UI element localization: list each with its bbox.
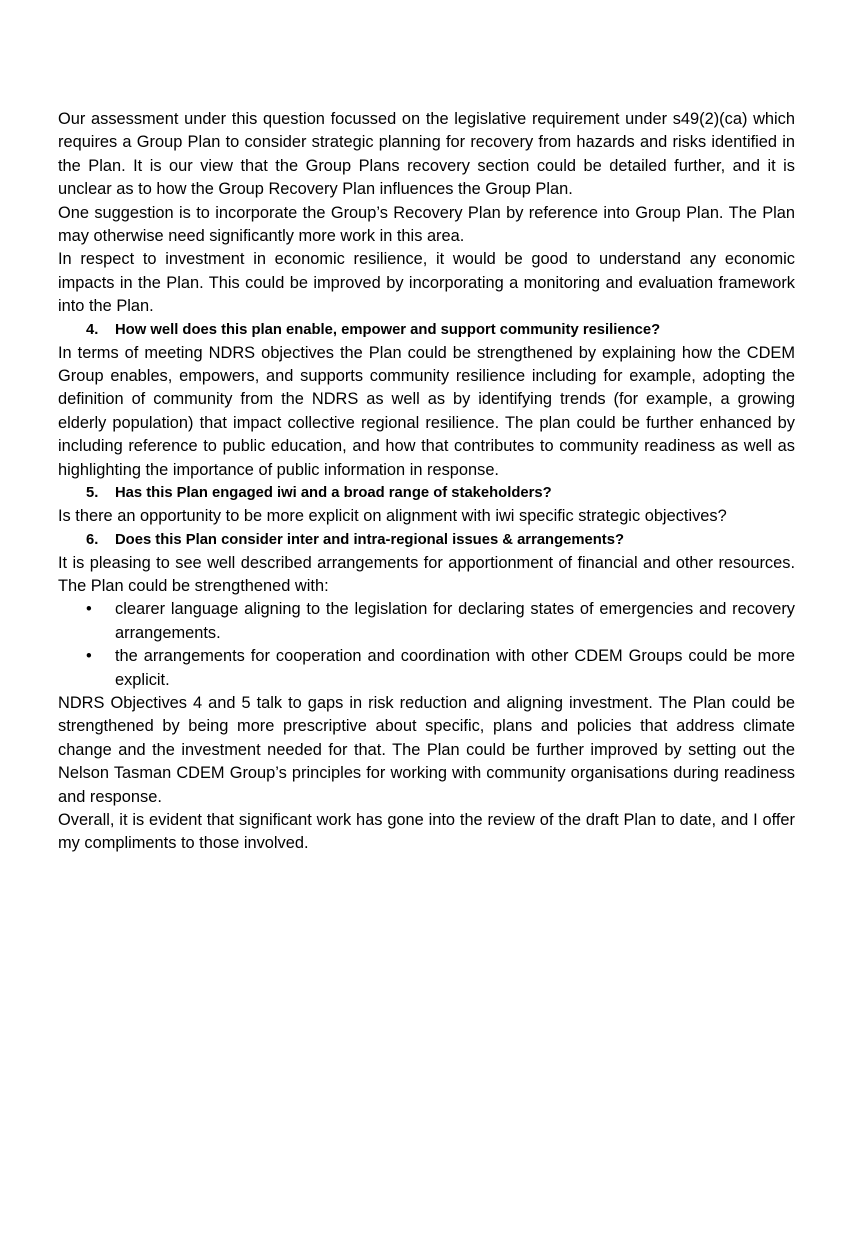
paragraph-recovery-assessment: Our assessment under this question focussed on the legislative requirement under s49(2)(ca) which requires a Group Plan to consider strategic planning for recovery from hazards and risks identified in the Plan. It is our view that the Group Plans recovery section could be detailed further, and it is unclear as to how the Group Recovery Plan influences the Group Plan.: [58, 110, 795, 199]
question-number: 5.: [86, 485, 99, 502]
question-heading-6: [58, 529, 795, 552]
list-item: [58, 598, 795, 645]
question-text: How well does this plan enable, empower and support community resilience?: [115, 321, 661, 338]
paragraph-overall-conclusion: Overall, it is evident that significant work has gone into the review of the draft Plan to date, and I offer my compliments to those involved.: [58, 810, 795, 853]
paragraph-community-resilience: In terms of meeting NDRS objectives the Plan could be strengthened by explaining how the CDEM Group enables, empowers, and supports community resilience including for example, adopting the definition of community from the NDRS as well as by identifying trends (for example, a growing elderly population) that impact collective regional resilience. The plan could be further enhanced by including reference to public education, and how that contributes to community readiness as well as highlighting the importance of public information in response.: [58, 343, 795, 479]
question-number: 4.: [86, 321, 99, 338]
question-text: Has this Plan engaged iwi and a broad range of stakeholders?: [115, 485, 552, 502]
list-item: [58, 645, 795, 692]
paragraph-ndrs-objectives: NDRS Objectives 4 and 5 talk to gaps in risk reduction and aligning investment. The Plan could be strengthened by being more prescriptive about specific, plans and policies that address climate change and the investment needed for that. The Plan could be further improved by setting out the Nelson Tasman CDEM Group’s principles for working with community organisations during readiness and response.: [58, 693, 795, 806]
paragraph-regional-arrangements: It is pleasing to see well described arrangements for apportionment of financial and other resources. The Plan could be strengthened with:: [58, 553, 795, 595]
paragraph-economic-resilience: In respect to investment in economic resilience, it would be good to understand any economic impacts in the Plan. This could be improved by incorporating a monitoring and evaluation framework into the Plan.: [58, 250, 795, 316]
paragraph-iwi-alignment: Is there an opportunity to be more explicit on alignment with iwi specific strategic objectives?: [58, 507, 727, 526]
list-item-text: clearer language aligning to the legislation for declaring states of emergencies and recovery arrangements.: [115, 600, 795, 642]
paragraph-recovery-suggestion: One suggestion is to incorporate the Group’s Recovery Plan by reference into Group Plan. The Plan may otherwise need significantly more work in this area.: [58, 203, 795, 246]
bullet-marker: •: [86, 647, 92, 666]
document-page: [58, 108, 795, 856]
question-number: 6.: [86, 531, 99, 548]
list-item-text: the arrangements for cooperation and coordination with other CDEM Groups could be more explicit.: [115, 647, 795, 689]
question-heading-4: [58, 319, 795, 342]
question-heading-5: [58, 482, 795, 505]
question-text: Does this Plan consider inter and intra-regional issues & arrangements?: [115, 531, 624, 548]
recommendations-list: [58, 598, 795, 692]
bullet-marker: •: [86, 600, 92, 619]
